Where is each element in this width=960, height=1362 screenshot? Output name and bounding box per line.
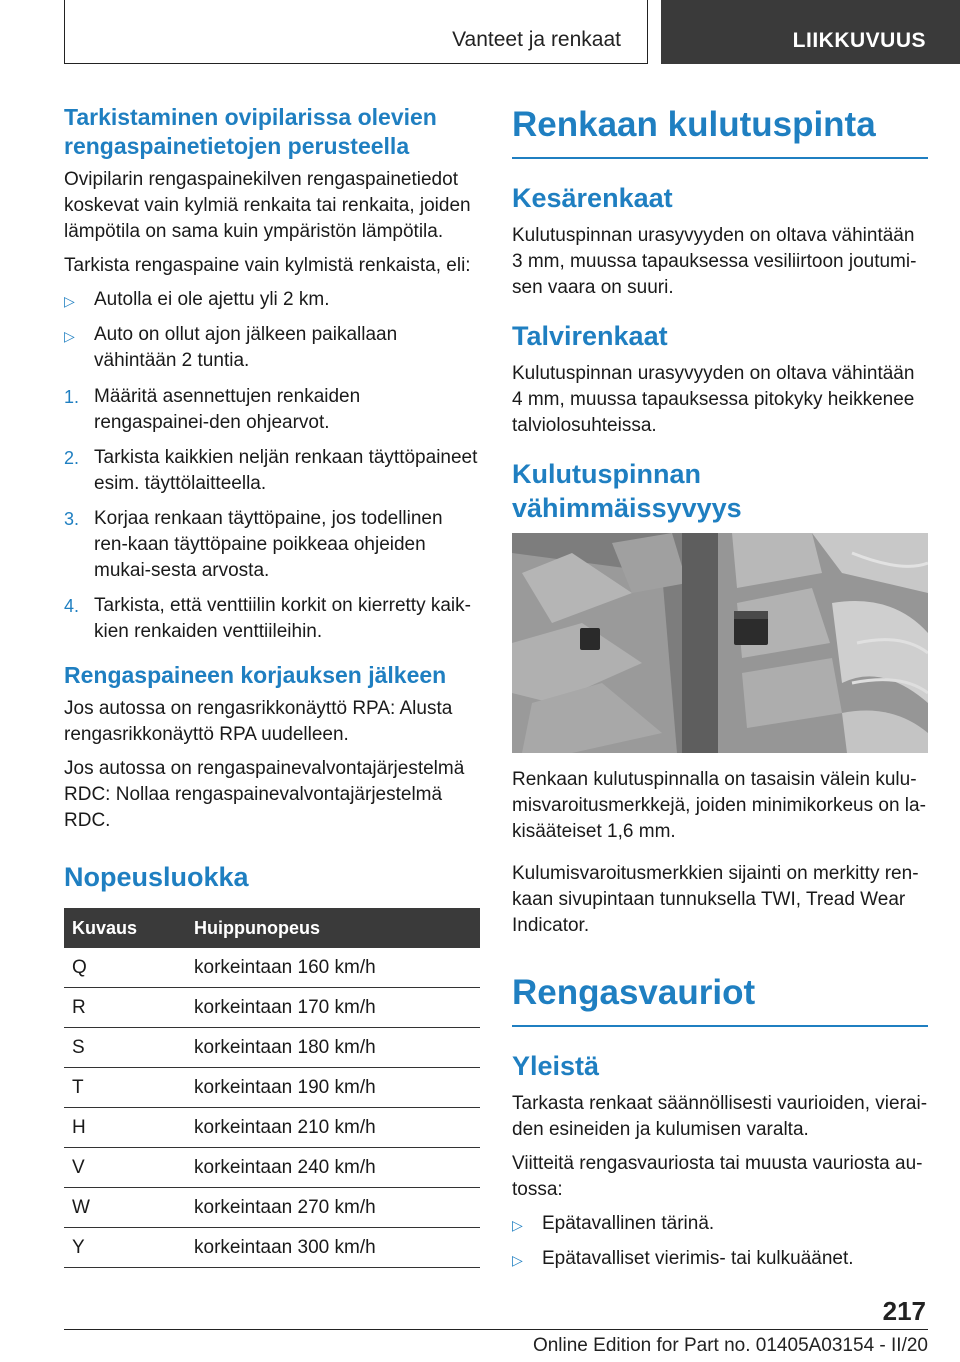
heading-tyre-damage: Rengasvauriot bbox=[512, 971, 928, 1027]
paragraph: Jos autossa on rengasrikkonäyttö RPA: Alusta rengasrikkonäyttö RPA uudelleen. bbox=[64, 698, 453, 745]
column-header: Kuvaus bbox=[64, 908, 186, 948]
heading-minimum-depth: Kulutuspinnan vähimmäissyvyys bbox=[512, 459, 742, 523]
list-item bbox=[64, 287, 480, 313]
section-heading-tread bbox=[512, 103, 928, 159]
paragraph: Jos autossa on rengaspainevalvontajärjestelmä RDC: Nollaa rengaspainevalvontajärjestelmä RDC. bbox=[64, 758, 465, 831]
heading-after-correction: Rengaspaineen korjauksen jälkeen bbox=[64, 662, 447, 688]
triangle-right-icon: ▷ bbox=[512, 1217, 523, 1233]
list-item-text: Auto on ollut ajon jälkeen paikallaan vähintään 2 tuntia. bbox=[94, 324, 398, 371]
table-header-row bbox=[64, 908, 480, 948]
paragraph: Kulumisvaroitusmerkkien sijainti on merkitty ren-kaan sivupintaan tunnuksella TWI, Tread Wear Indicator. bbox=[512, 863, 919, 936]
table-row bbox=[64, 1028, 480, 1068]
table-cell: W bbox=[64, 1188, 186, 1228]
heading-check-pressure: Tarkistaminen ovipilarissa olevien rengaspainetietojen perusteella bbox=[64, 104, 437, 159]
table-cell: korkeintaan 300 km/h bbox=[186, 1228, 480, 1268]
step-text: Korjaa renkaan täyttöpaine, jos todellinen ren-kaan täyttöpaine poikkeaa ohjeiden mukai-sesta arvosta. bbox=[94, 508, 443, 581]
triangle-right-icon: ▷ bbox=[64, 293, 75, 309]
step-number: 1. bbox=[64, 387, 80, 407]
table-cell: Q bbox=[64, 948, 186, 988]
heading-general: Yleistä bbox=[512, 1051, 600, 1081]
step-item bbox=[64, 506, 480, 584]
table-cell: H bbox=[64, 1108, 186, 1148]
table-cell: V bbox=[64, 1148, 186, 1188]
table-row bbox=[64, 1148, 480, 1188]
heading-tread: Renkaan kulutuspinta bbox=[512, 103, 928, 159]
triangle-right-icon: ▷ bbox=[512, 1252, 523, 1268]
paragraph: Viitteitä rengasvauriosta tai muusta vauriosta au-tossa: bbox=[512, 1153, 923, 1200]
table-cell: korkeintaan 240 km/h bbox=[186, 1148, 480, 1188]
table-row bbox=[64, 1188, 480, 1228]
paragraph: Kulutuspinnan urasyvyyden on oltava vähintään 4 mm, muussa tapauksessa pitokyky heikkenee talviolosuhteissa. bbox=[512, 363, 915, 436]
page-number: 217 bbox=[882, 1296, 926, 1326]
left-column bbox=[64, 103, 480, 1268]
table-cell: korkeintaan 190 km/h bbox=[186, 1068, 480, 1108]
tread-wear-indicator-photo bbox=[512, 533, 928, 753]
table-row bbox=[64, 988, 480, 1028]
table-row bbox=[64, 1228, 480, 1268]
table-cell: T bbox=[64, 1068, 186, 1108]
bullet-list bbox=[512, 1211, 928, 1272]
table-cell: S bbox=[64, 1028, 186, 1068]
heading-speed-class: Nopeusluokka bbox=[64, 862, 249, 892]
step-item bbox=[64, 384, 480, 436]
step-number: 4. bbox=[64, 596, 80, 616]
heading-winter-tyres: Talvirenkaat bbox=[512, 321, 668, 351]
table-cell: korkeintaan 270 km/h bbox=[186, 1188, 480, 1228]
header-chapter-title: LIIKKUVUUS bbox=[792, 29, 926, 52]
column-header: Huippunopeus bbox=[186, 908, 480, 948]
paragraph: Tarkista rengaspaine vain kylmistä renkaista, eli: bbox=[64, 255, 471, 276]
header-section-box bbox=[64, 0, 648, 64]
table-cell: R bbox=[64, 988, 186, 1028]
list-item-text: Epätavalliset vierimis- tai kulkuäänet. bbox=[542, 1248, 854, 1269]
paragraph: Renkaan kulutuspinnalla on tasaisin välein kulu-misvaroitusmerkkejä, joiden minimikorkeus on la-kisääteiset 1,6 mm. bbox=[512, 769, 926, 842]
list-item-text: Autolla ei ole ajettu yli 2 km. bbox=[94, 289, 330, 310]
table-cell: Y bbox=[64, 1228, 186, 1268]
step-text: Määritä asennettujen renkaiden rengaspainei-den ohjearvot. bbox=[94, 386, 361, 433]
triangle-right-icon: ▷ bbox=[64, 328, 75, 344]
footer-edition: Online Edition for Part no. 01405A03154 - II/20 bbox=[532, 1335, 928, 1356]
list-item bbox=[512, 1246, 928, 1272]
paragraph: Ovipilarin rengaspainekilven rengaspainetiedot koskevat vain kylmiä renkaita tai renkaita, joiden lämpötila on sama kuin ympäristön lämpötila. bbox=[64, 169, 471, 242]
heading-summer-tyres: Kesärenkaat bbox=[512, 183, 673, 213]
right-column bbox=[512, 103, 928, 1282]
table-cell: korkeintaan 170 km/h bbox=[186, 988, 480, 1028]
step-text: Tarkista, että venttiilin korkit on kierretty kaik-kien renkaiden venttiileihin. bbox=[94, 595, 471, 642]
table-cell: korkeintaan 160 km/h bbox=[186, 948, 480, 988]
speed-class-table bbox=[64, 908, 480, 1268]
paragraph: Kulutuspinnan urasyvyyden on oltava vähintään 3 mm, muussa tapauksessa vesiliirtoon joutumi-sen vaara on suuri. bbox=[512, 225, 917, 298]
table-row bbox=[64, 1108, 480, 1148]
header-chapter-box bbox=[661, 0, 960, 64]
list-item bbox=[64, 322, 480, 374]
paragraph: Tarkasta renkaat säännöllisesti vaurioiden, vierai-den esineiden ja kulumisen varalta. bbox=[512, 1093, 928, 1140]
section-heading-damage bbox=[512, 971, 928, 1027]
header-section-title: Vanteet ja renkaat bbox=[452, 28, 621, 51]
table-cell: korkeintaan 210 km/h bbox=[186, 1108, 480, 1148]
numbered-steps bbox=[64, 384, 480, 645]
list-item-text: Epätavallinen tärinä. bbox=[542, 1213, 715, 1234]
step-item bbox=[64, 593, 480, 645]
table-row bbox=[64, 1068, 480, 1108]
list-item bbox=[512, 1211, 928, 1237]
table-row bbox=[64, 948, 480, 988]
step-number: 3. bbox=[64, 509, 80, 529]
step-text: Tarkista kaikkien neljän renkaan täyttöpaineet esim. täyttölaitteella. bbox=[94, 447, 478, 494]
bullet-list bbox=[64, 287, 480, 374]
step-item bbox=[64, 445, 480, 497]
table-cell: korkeintaan 180 km/h bbox=[186, 1028, 480, 1068]
step-number: 2. bbox=[64, 448, 80, 468]
footer-divider bbox=[64, 1329, 928, 1330]
